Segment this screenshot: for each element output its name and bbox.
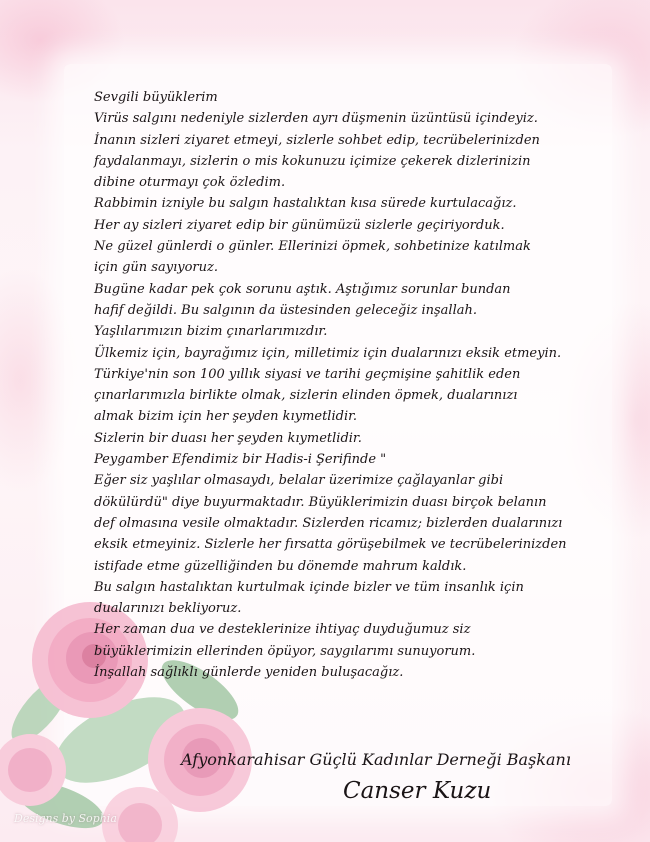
letter-line: Sevgili büyüklerim <box>94 90 218 105</box>
letter-line: çınarlarımızla birlikte olmak, sizlerin elinden öpmek, dualarınızı <box>94 388 518 404</box>
letter-body <box>94 87 614 683</box>
letter-line: Her zaman dua ve desteklerinize ihtiyaç duyduğumuz siz <box>94 622 471 638</box>
letter-line: def olmasına vesile olmaktadır. Sizlerden ricamız; bizlerden dualarınızı <box>94 515 563 531</box>
letter-line: Her ay sizleri ziyaret edip bir günümüzü sizlerle geçiriyorduk. <box>94 217 505 233</box>
letter-line: büyüklerimizin ellerinden öpüyor, saygılarımı sunuyorum. <box>94 643 476 659</box>
letter-line: hafif değildi. Bu salgının da üstesinden geleceğiz inşallah. <box>94 302 477 318</box>
letter-line: Sizlerin bir duası her şeyden kıymetlidir. <box>94 430 362 446</box>
letter-line: faydalanmayı, sizlerin o mis kokunuzu içimize çekerek dizlerinizin <box>94 153 531 169</box>
letter-line: Rabbimin izniyle bu salgın hastalıktan kısa sürede kurtulacağız. <box>94 196 517 212</box>
letter-line: için gün sayıyoruz. <box>94 260 218 276</box>
letter-line: Türkiye'nin son 100 yıllık siyasi ve tarihi geçmişine şahitlik eden <box>94 366 521 382</box>
letter-line: dualarınızı bekliyoruz. <box>94 601 242 617</box>
signature-name: Canser Kuzu <box>343 778 492 804</box>
letter-line: dökülürdü" diye buyurmaktadır. Büyüklerimizin duası birçok belanın <box>94 494 547 510</box>
watermark-text: Designs by Sophia <box>14 812 117 825</box>
letter-line: Peygamber Efendimiz bir Hadis-i Şerifinde " <box>94 452 387 468</box>
letter-line: eksik etmeyiniz. Sizlerle her fırsatta görüşebilmek ve tecrübelerinizden <box>94 537 567 553</box>
letter-line: Bu salgın hastalıktan kurtulmak içinde bizler ve tüm insanlık için <box>94 579 524 595</box>
letter-line: Eğer siz yaşlılar olmasaydı, belalar üzerimize çağlayanlar gibi <box>94 473 504 489</box>
letter-line: İnşallah sağlıklı günlerde yeniden buluşacağız. <box>94 665 404 681</box>
letter-line: dibine oturmayı çok özledim. <box>94 175 286 191</box>
letter-line: almak bizim için her şeyden kıymetlidir. <box>94 409 358 425</box>
letter-line: istifade etme güzelliğinden bu dönemde mahrum kaldık. <box>94 558 467 574</box>
letter-line: Bugüne kadar pek çok sorunu aştık. Aştığımız sorunlar bundan <box>94 281 511 297</box>
signature-title: Afyonkarahisar Güçlü Kadınlar Derneği Başkanı <box>181 750 571 769</box>
letter-line: Yaşlılarımızın bizim çınarlarımızdır. <box>94 324 328 340</box>
letter-line: Ülkemiz için, bayrağımız için, milletimiz için dualarınızı eksik etmeyin. <box>94 345 562 361</box>
letter-line: Ne güzel günlerdi o günler. Ellerinizi öpmek, sohbetinize katılmak <box>94 239 531 255</box>
letter-line: İnanın sizleri ziyaret etmeyi, sizlerle sohbet edip, tecrübelerinizden <box>94 132 540 148</box>
letter-line: Virüs salgını nedeniyle sizlerden ayrı düşmenin üzüntüsü içindeyiz. <box>94 111 538 127</box>
